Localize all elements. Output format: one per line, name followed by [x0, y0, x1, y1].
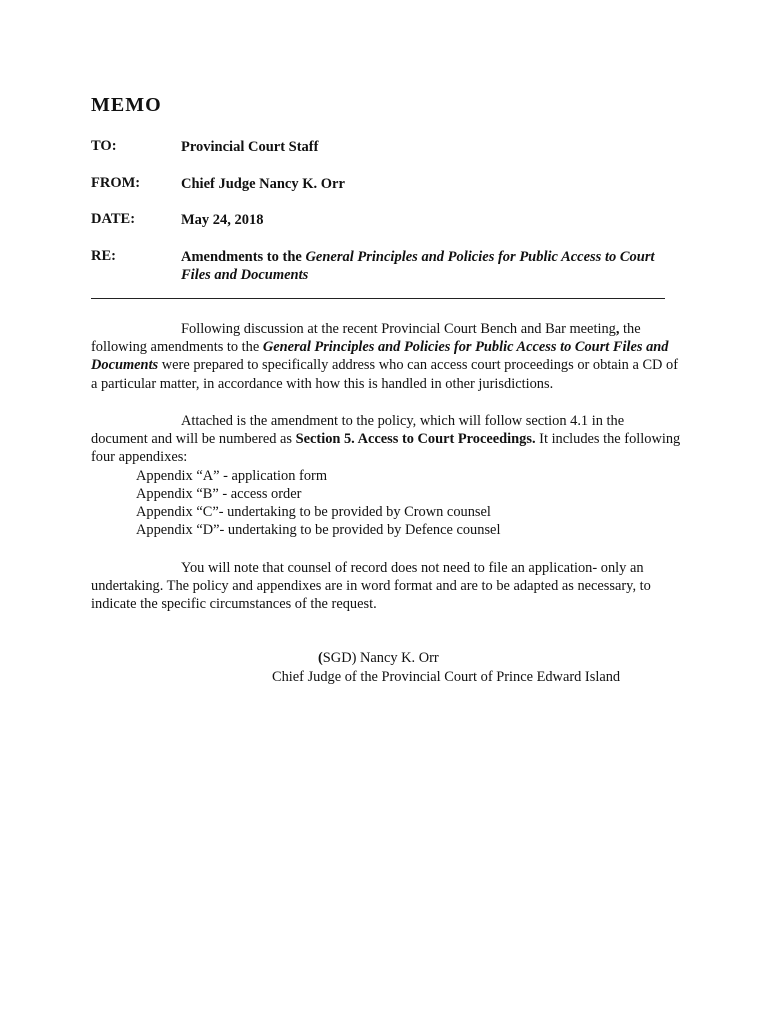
- from-label: FROM:: [91, 175, 141, 191]
- re-value: [181, 248, 681, 284]
- appendix-b: Appendix “B” - access order: [136, 486, 302, 502]
- date-value: May 24, 2018: [181, 212, 264, 228]
- appendix-c: Appendix “C”- undertaking to be provided by Crown counsel: [136, 504, 491, 520]
- re-label: RE:: [91, 248, 116, 264]
- signature-name: [318, 650, 439, 667]
- appendix-d: Appendix “D”- undertaking to be provided by Defence counsel: [136, 522, 501, 538]
- appendix-a: Appendix “A” - application form: [136, 468, 328, 484]
- signature-paren: (: [318, 650, 323, 666]
- p1-part3: were prepared to specifically address who can access court proceedings or obtain a CD of a particular matter, in accordance with how this is handled in other jurisdictions.: [91, 357, 679, 392]
- to-label: TO:: [91, 138, 117, 154]
- re-prefix: Amendments to the: [181, 249, 306, 265]
- signature-sgd: SGD) Nancy K. Orr: [322, 650, 439, 666]
- p1-comma: ,: [615, 321, 620, 337]
- p2-part2: It includes the following four appendixes:: [91, 431, 681, 466]
- p1-policy-title: General Principles and Policies for Public Access to Court Files and Documents: [91, 339, 669, 374]
- p1-part2: the following amendments to the: [91, 321, 641, 356]
- p2-section-title: Section 5. Access to Court Proceedings.: [295, 431, 536, 448]
- p2-part1: Attached is the amendment to the policy, which will follow section 4.1 in the document and will be numbered as: [91, 413, 625, 448]
- date-label: DATE:: [91, 211, 136, 227]
- signature-title: Chief Judge of the Provincial Court of Prince Edward Island: [272, 669, 621, 685]
- paragraph-3: [91, 559, 681, 614]
- to-value: Provincial Court Staff: [181, 139, 319, 155]
- paragraph-2: [91, 412, 681, 467]
- p1-part1: Following discussion at the recent Provincial Court Bench and Bar meeting: [181, 321, 616, 337]
- header-divider: [91, 298, 665, 299]
- p3-text: You will note that counsel of record does not need to file an application- only an undertaking. The policy and appendixes are in word format and are to be adapted as necessary, to indicate the specific circumstances of the request.: [91, 560, 651, 613]
- from-value: Chief Judge Nancy K. Orr: [181, 176, 345, 192]
- paragraph-1: [91, 320, 681, 393]
- re-policy-title: General Principles and Policies for Public Access to Court Files and Documents: [181, 249, 655, 283]
- memo-title: MEMO: [91, 94, 162, 116]
